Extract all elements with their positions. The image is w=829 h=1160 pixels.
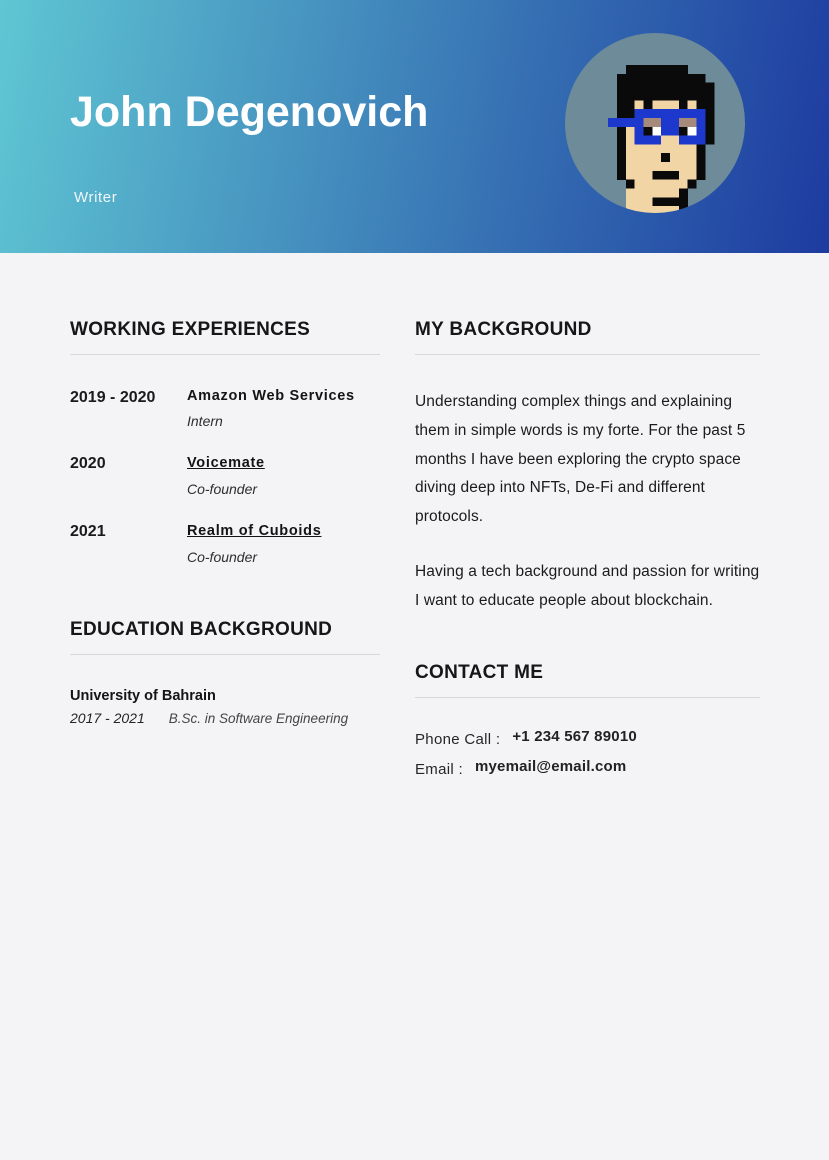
education-period: 2017 - 2021 — [70, 710, 145, 726]
education-section — [70, 619, 380, 726]
my-background-title: MY BACKGROUND — [415, 319, 592, 340]
experience-period: 2019 - 2020 — [70, 389, 156, 406]
divider — [70, 354, 380, 355]
experience-company-link[interactable]: Voicemate — [187, 455, 265, 471]
experience-period: 2021 — [70, 523, 106, 540]
experience-details — [187, 522, 321, 565]
background-paragraph: Having a tech background and passion for writing I want to educate people about blockchain. — [415, 563, 760, 609]
experience-company-link[interactable]: Realm of Cuboids — [187, 523, 322, 539]
person-role: Writer — [74, 189, 118, 206]
working-experiences-section — [70, 319, 380, 565]
contact-row-email — [415, 757, 760, 778]
divider — [415, 697, 760, 698]
contact-section — [415, 662, 760, 778]
experience-details — [187, 388, 355, 429]
experience-row — [70, 522, 380, 565]
background-paragraph: Understanding complex things and explaining them in simple words is my forte. For the past 5 months I have been exploring the crypto space diving deep into NFTs, De-Fi and different protocols. — [415, 393, 746, 526]
education-title: EDUCATION BACKGROUND — [70, 619, 333, 640]
divider — [415, 354, 760, 355]
experience-role: Co-founder — [187, 549, 258, 565]
email-label: Email : — [415, 760, 463, 778]
email-value: myemail@email.com — [474, 757, 627, 775]
right-column — [415, 319, 760, 791]
experience-role: Co-founder — [187, 481, 258, 497]
left-column — [70, 319, 380, 791]
person-name: John Degenovich — [70, 88, 429, 136]
cryptopunk-pixel-art-icon — [608, 65, 732, 213]
phone-label: Phone Call : — [415, 730, 501, 748]
my-background-section — [415, 319, 760, 616]
resume-body — [0, 253, 829, 791]
working-experiences-title: WORKING EXPERIENCES — [70, 319, 311, 340]
resume-header — [0, 0, 829, 253]
contact-title: CONTACT ME — [415, 661, 544, 683]
experience-row — [70, 454, 380, 497]
education-degree: B.Sc. in Software Engineering — [168, 711, 349, 726]
phone-value: +1 234 567 89010 — [512, 727, 637, 745]
education-meta — [70, 710, 380, 726]
experience-row — [70, 388, 380, 429]
experience-role: Intern — [187, 413, 223, 429]
divider — [70, 654, 380, 655]
experience-company: Amazon Web Services — [187, 388, 355, 404]
education-school: University of Bahrain — [70, 688, 216, 704]
experience-period: 2020 — [70, 455, 106, 472]
contact-row-phone — [415, 727, 760, 748]
experience-details — [187, 454, 265, 497]
avatar — [565, 33, 745, 213]
